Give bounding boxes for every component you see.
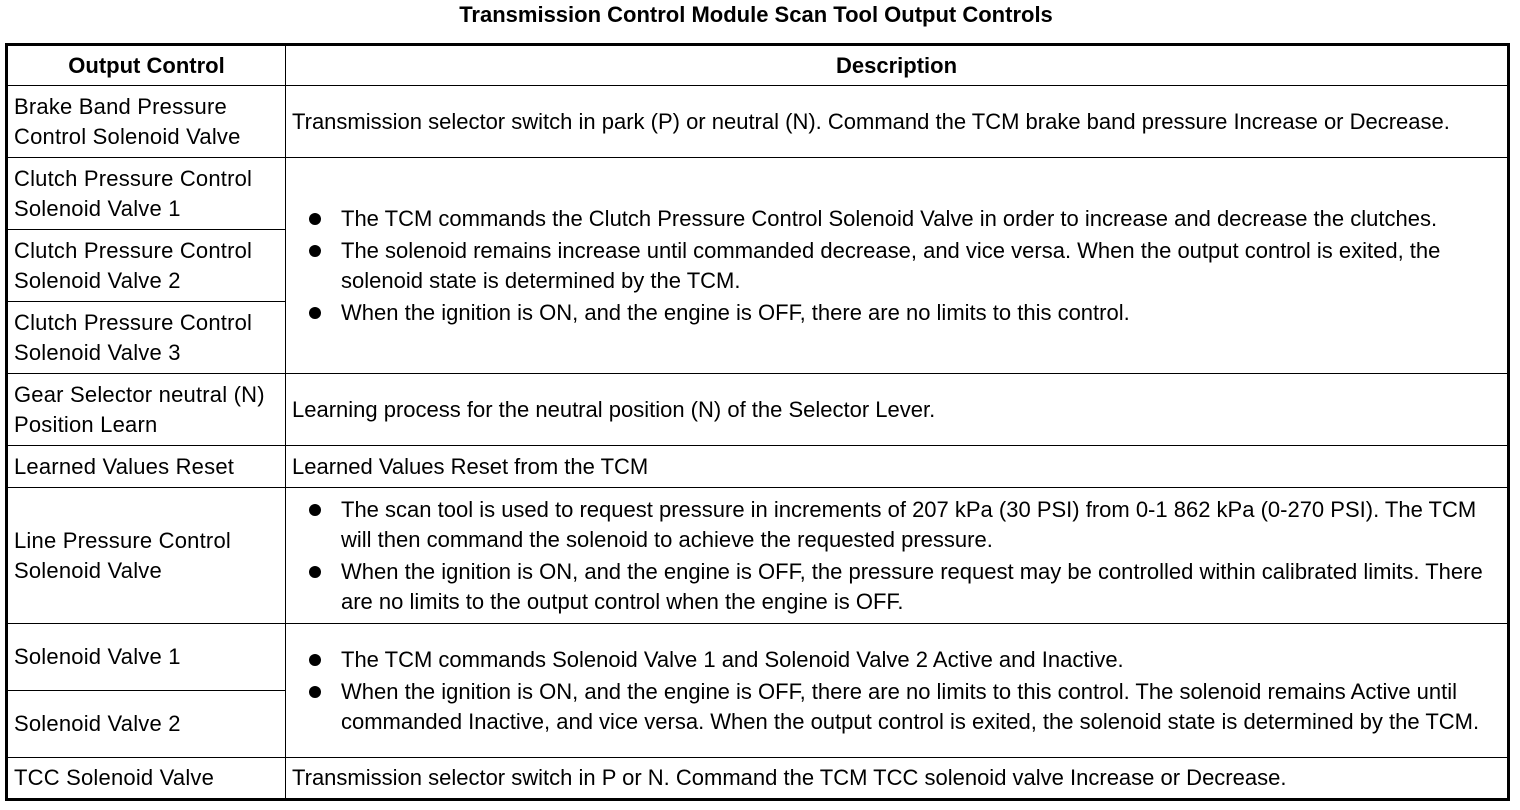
control-name-cell: Clutch Pressure Control Solenoid Valve 3 <box>7 302 286 374</box>
bullet-item <box>292 298 1501 328</box>
table-row <box>7 758 1509 800</box>
control-name-cell: Line Pressure Control Solenoid Valve <box>7 488 286 624</box>
control-name-cell: Solenoid Valve 1 <box>7 624 286 691</box>
control-name-cell: Solenoid Valve 2 <box>7 691 286 758</box>
description-cell <box>286 158 1509 374</box>
description-cell: Transmission selector switch in park (P) or neutral (N). Command the TCM brake band pressure Increase or Decrease. <box>286 86 1509 158</box>
description-cell: Transmission selector switch in P or N. Command the TCM TCC solenoid valve Increase or Decrease. <box>286 758 1509 800</box>
control-name-cell: Clutch Pressure Control Solenoid Valve 1 <box>7 158 286 230</box>
bullet-list <box>292 645 1501 737</box>
bullet-list <box>292 495 1501 617</box>
bullet-text: The TCM commands the Clutch Pressure Control Solenoid Valve in order to increase and decrease the clutches. <box>341 205 1438 231</box>
bullet-dot-icon <box>309 307 321 319</box>
bullet-text: When the ignition is ON, and the engine is OFF, the pressure request may be controlled within calibrated limits. There are no limits to the output control when the engine is OFF. <box>341 558 1483 614</box>
bullet-item <box>292 677 1501 737</box>
bullet-dot-icon <box>309 686 321 698</box>
control-name-cell: Brake Band Pressure Control Solenoid Valve <box>7 86 286 158</box>
header-description: Description <box>286 45 1509 86</box>
table-header-row <box>7 45 1509 86</box>
table-row <box>7 446 1509 488</box>
control-name-cell: TCC Solenoid Valve <box>7 758 286 800</box>
bullet-text: The TCM commands Solenoid Valve 1 and Solenoid Valve 2 Active and Inactive. <box>341 646 1124 672</box>
table-row <box>7 158 1509 230</box>
bullet-text: When the ignition is ON, and the engine is OFF, there are no limits to this control. <box>341 299 1130 325</box>
bullet-text: The scan tool is used to request pressure in increments of 207 kPa (30 PSI) from 0-1 862 kPa (0-270 PSI). The TCM will then command the solenoid to achieve the requested pressure. <box>341 496 1477 552</box>
bullet-dot-icon <box>309 504 321 516</box>
table-row <box>7 488 1509 624</box>
table-row <box>7 86 1509 158</box>
table-row <box>7 624 1509 691</box>
bullet-list <box>292 204 1501 328</box>
bullet-item <box>292 236 1501 296</box>
bullet-item <box>292 204 1501 234</box>
bullet-dot-icon <box>309 245 321 257</box>
header-output-control: Output Control <box>7 45 286 86</box>
bullet-dot-icon <box>309 566 321 578</box>
bullet-item <box>292 645 1501 675</box>
bullet-item <box>292 557 1501 617</box>
bullet-dot-icon <box>309 654 321 666</box>
control-name-cell: Learned Values Reset <box>7 446 286 488</box>
bullet-text: When the ignition is ON, and the engine is OFF, there are no limits to this control. The solenoid remains Active until commanded Inactive, and vice versa. When the output control is exited, the solenoid state is determined by the TCM. <box>341 678 1480 734</box>
bullet-dot-icon <box>309 213 321 225</box>
description-cell <box>286 624 1509 758</box>
document-title: Transmission Control Module Scan Tool Output Controls <box>459 2 1053 27</box>
control-name-cell: Clutch Pressure Control Solenoid Valve 2 <box>7 230 286 302</box>
output-controls-table <box>5 43 1510 801</box>
description-cell <box>286 488 1509 624</box>
table-row <box>7 374 1509 446</box>
bullet-item <box>292 495 1501 555</box>
description-cell: Learned Values Reset from the TCM <box>286 446 1509 488</box>
control-name-cell: Gear Selector neutral (N) Position Learn <box>7 374 286 446</box>
description-cell: Learning process for the neutral position (N) of the Selector Lever. <box>286 374 1509 446</box>
bullet-text: The solenoid remains increase until commanded decrease, and vice versa. When the output control is exited, the solenoid state is determined by the TCM. <box>341 237 1441 293</box>
